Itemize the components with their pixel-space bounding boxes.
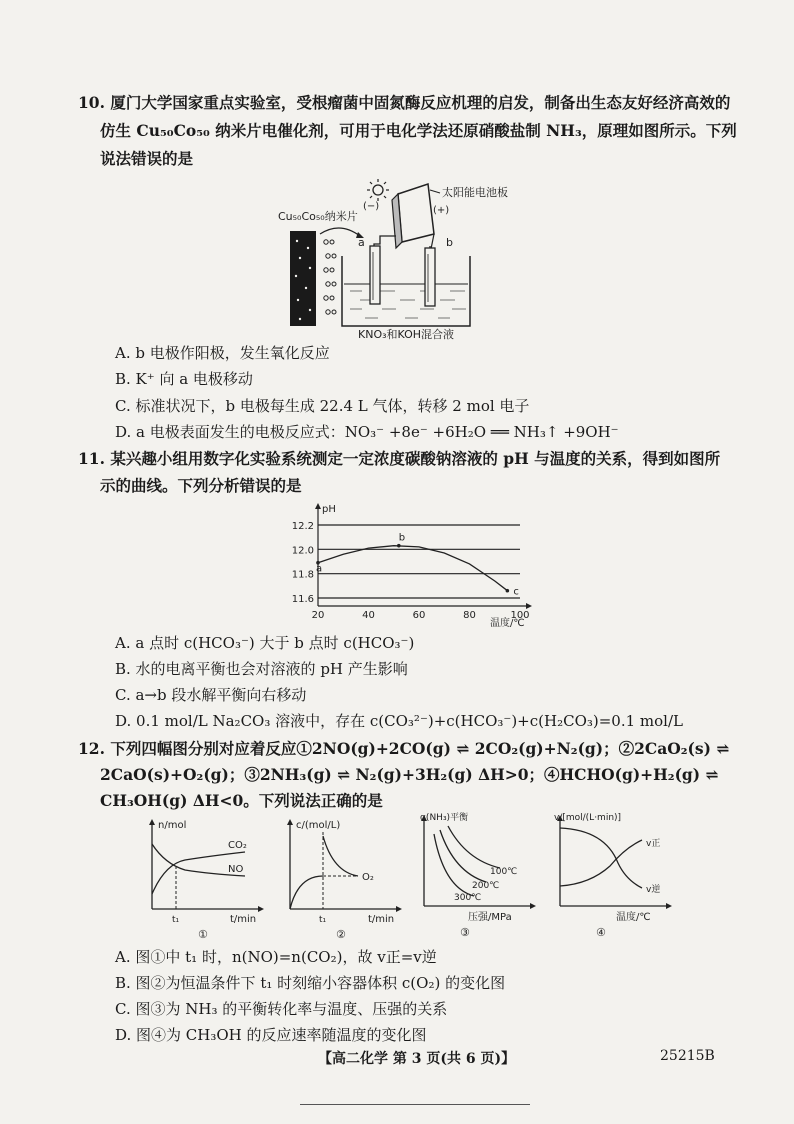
q12-line2: 2CaO(s)+O₂(g)；③2NH₃(g) ⇌ N₂(g)+3H₂(g) ΔH>0；④HCHO(g)+H₂(g) ⇌ bbox=[100, 765, 719, 784]
x-tick-label: 100 bbox=[510, 610, 530, 621]
y-tick-label: 11.6 bbox=[291, 594, 314, 605]
nano-sheet-label: Cu₅₀Co₅₀纳米片 bbox=[278, 210, 358, 223]
fig2-xlabel: t/min bbox=[368, 914, 395, 925]
q12-option-a: A. 图①中 t₁ 时，n(NO)=n(CO₂)，故 v正=v逆 bbox=[115, 948, 437, 966]
fig3-100-label: 100℃ bbox=[490, 867, 518, 877]
q11-line1: 11. 某兴趣小组用数字化实验系统测定一定浓度碳酸钠溶液的 pH 与温度的关系，得到如图所 bbox=[78, 449, 721, 468]
fig3-number: ③ bbox=[460, 926, 470, 939]
series-line-0 bbox=[318, 546, 507, 591]
q10-electrolysis-figure bbox=[270, 176, 540, 341]
electrode-a-label: a bbox=[358, 236, 365, 249]
fig1-xlabel: t/min bbox=[230, 914, 257, 925]
x-tick-label: 20 bbox=[311, 610, 325, 621]
footer-page-info: 【高二化学 第 3 页(共 6 页)】 bbox=[318, 1051, 516, 1067]
point-label-a: a bbox=[316, 563, 323, 575]
q11-option-c: C. a→b 段水解平衡向右移动 bbox=[115, 686, 307, 704]
q11-option-d: D. 0.1 mol/L Na₂CO₃ 溶液中，存在 c(CO₃²⁻)+c(HCO₃⁻)+c(H₂CO₃)=0.1 mol/L bbox=[115, 712, 683, 730]
q12-line1: 12. 下列四幅图分别对应着反应①2NO(g)+2CO(g) ⇌ 2CO₂(g)+N₂(g)；②2CaO₂(s) ⇌ bbox=[78, 739, 730, 758]
point-label-c: c bbox=[513, 586, 519, 598]
fig1-t1: t₁ bbox=[172, 915, 180, 925]
q11-option-b: B. 水的电离平衡也会对溶液的 pH 产生影响 bbox=[115, 660, 408, 678]
fig2-o2-label: O₂ bbox=[362, 872, 374, 883]
y-axis-label: pH bbox=[322, 504, 336, 515]
q10-line3: 说法错误的是 bbox=[100, 149, 194, 168]
electrode-b-label: b bbox=[446, 236, 453, 249]
point-label-b: b bbox=[398, 532, 406, 544]
q12-option-b: B. 图②为恒温条件下 t₁ 时刻缩小容器体积 c(O₂) 的变化图 bbox=[115, 974, 506, 992]
q10-option-d: D. a 电极表面发生的电极反应式：NO₃⁻ +8e⁻ +6H₂O ══ NH₃↑ +9OH⁻ bbox=[115, 423, 619, 441]
electrode-a bbox=[370, 246, 380, 304]
fig3-200-label: 200℃ bbox=[472, 881, 500, 891]
solution-label: KNO₃和KOH混合液 bbox=[358, 328, 455, 341]
q10-line1: 10. 厦门大学国家重点实验室，受根瘤菌中固氮酶反应机理的启发，制备出生态友好经济高效的 bbox=[78, 93, 731, 112]
fig4-xlabel: 温度/℃ bbox=[616, 912, 651, 923]
q12-figure-2 bbox=[278, 814, 408, 944]
bottom-rule bbox=[300, 1104, 530, 1105]
fig4-number: ④ bbox=[596, 926, 606, 939]
minus-terminal-label: (−) bbox=[363, 201, 380, 212]
fig1-number: ① bbox=[198, 928, 208, 941]
q12-option-d: D. 图④为 CH₃OH 的反应速率随温度的变化图 bbox=[115, 1026, 427, 1044]
x-tick-label: 60 bbox=[412, 610, 426, 621]
q12-line3: CH₃OH(g) ΔH<0。下列说法正确的是 bbox=[100, 791, 383, 810]
solar-panel-label: 太阳能电池板 bbox=[442, 186, 508, 199]
x-tick-label: 80 bbox=[463, 610, 476, 621]
fig1-co2-label: CO₂ bbox=[228, 840, 247, 851]
fig2-number: ② bbox=[336, 928, 346, 941]
sun-icon bbox=[367, 179, 389, 201]
q11-option-a: A. a 点时 c(HCO₃⁻) 大于 b 点时 c(HCO₃⁻) bbox=[115, 634, 415, 652]
nanosheet-block bbox=[290, 231, 316, 326]
fig4-vzheng-label: v正 bbox=[646, 839, 661, 849]
q12-option-c: C. 图③为 NH₃ 的平衡转化率与温度、压强的关系 bbox=[115, 1000, 448, 1018]
point-c bbox=[506, 589, 510, 593]
q10-option-a: A. b 电极作阳极，发生氧化反应 bbox=[115, 344, 330, 362]
fig2-t1: t₁ bbox=[319, 915, 327, 925]
x-axis-arrow bbox=[526, 603, 532, 609]
fig4-ylabel: v/[mol/(L·min)] bbox=[554, 813, 622, 823]
q12-figure-1 bbox=[140, 814, 270, 944]
y-tick-label: 12.2 bbox=[291, 521, 314, 532]
y-tick-label: 12.0 bbox=[291, 545, 314, 557]
solar-panel bbox=[392, 184, 434, 254]
y-tick-label: 11.8 bbox=[291, 569, 314, 581]
fig1-ylabel: n/mol bbox=[158, 820, 187, 831]
fig2-ylabel: c/(mol/L) bbox=[296, 820, 341, 831]
q10-option-b: B. K⁺ 向 a 电极移动 bbox=[115, 370, 253, 388]
fig3-300-label: 300℃ bbox=[454, 893, 482, 903]
fig1-no-label: NO bbox=[228, 864, 244, 875]
q12-figure-3 bbox=[414, 808, 544, 944]
beaker bbox=[342, 256, 470, 326]
electrode-b bbox=[425, 248, 435, 306]
y-axis-arrow bbox=[315, 503, 321, 509]
q11-line2: 示的曲线。下列分析错误的是 bbox=[100, 476, 302, 495]
fig3-ylabel: α(NH₃)平衡 bbox=[420, 813, 469, 823]
fig4-vni-label: v逆 bbox=[646, 885, 661, 895]
point-b bbox=[397, 544, 401, 548]
fig3-xlabel: 压强/MPa bbox=[468, 912, 512, 923]
q12-figure-4 bbox=[550, 808, 680, 944]
plus-terminal-label: (+) bbox=[433, 205, 450, 216]
x-tick-label: 40 bbox=[362, 610, 375, 621]
x-axis-label: 温度/℃ bbox=[490, 618, 525, 629]
q10-option-c: C. 标准状况下，b 电极每生成 22.4 L 气体，转移 2 mol 电子 bbox=[115, 397, 530, 415]
q10-line2: 仿生 Cu₅₀Co₅₀ 纳米片电催化剂，可用于电化学法还原硝酸盐制 NH₃，原理如图所示。下列 bbox=[100, 121, 737, 140]
footer-code: 25215B bbox=[660, 1048, 715, 1064]
ph-temperature-chart bbox=[280, 500, 540, 630]
